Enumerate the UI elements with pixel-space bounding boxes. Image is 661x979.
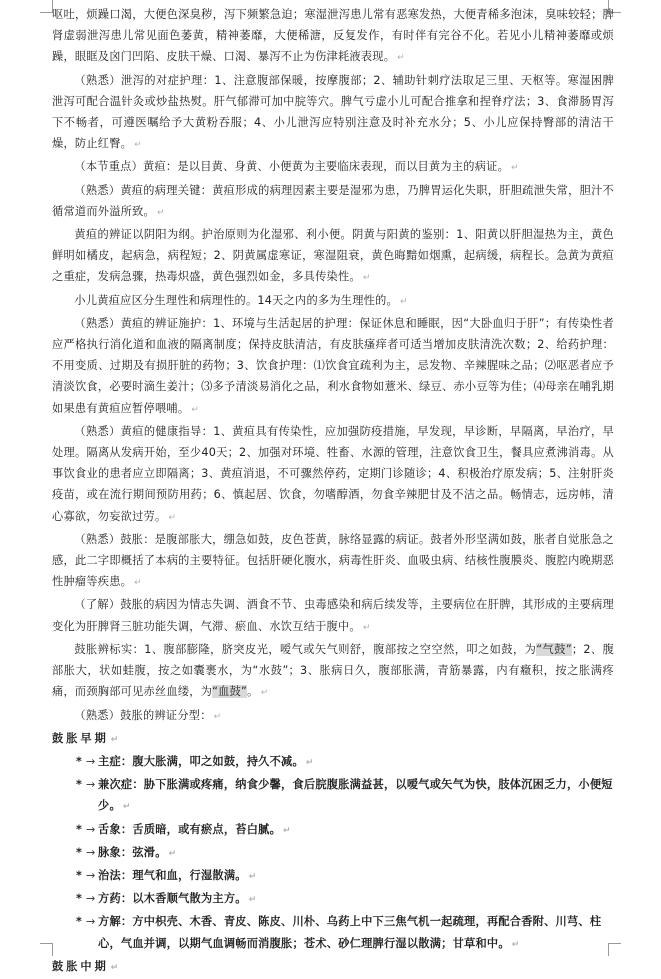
paragraph: （熟悉）黄疸的辨证施护：1、环境与生活起居的护理：保证休息和睡眠，因“大卧血归于肝”；有传染性者应严格执行消化道和血液的隔离制度；保持皮肤清洁，有皮肤瘙痒者可适当增加皮肤清洗次数；2、给药护理：不用变质、过期及有损肝脏的药物；3、饮食护理：⑴饮食宜疏利为主，忌发物、辛辣腥味之品；⑵呕恶者应予清淡饮食，必要时滴生姜汁；⑶多予清淡易消化之品，利水食物如薏米、绿豆、赤小豆等为佳；⑷母亲在哺乳期如果患有黄疸应暂停喂哺。 ↵ — [52, 316, 614, 415]
paragraph: （了解）鼓胀的病因为情志失调、酒食不节、虫毒感染和病后续发等，主要病位在肝脾，其形成的主要病理变化为肝脾肾三脏功能失调，气滞、瘀血、水饮互结于腹中。 ↵ — [52, 598, 614, 633]
highlighted-term: “血鼓” — [212, 685, 248, 699]
list-item: * → 治法：理气和血，行湿散满。 ↵ — [76, 868, 257, 882]
list-item: * → 主症：腹大胀满，叩之如鼓，持久不减。 ↵ — [76, 754, 314, 768]
paragraph: （熟悉）黄疸的健康指导：1、黄疸具有传染性，应加强防疫措施，早发现，早诊断，早隔离，早治疗，早处理。隔离从发病开始，至少40天；2、加强对环境、牲畜、水源的管理，注意饮食卫生，餐具应煮沸消毒。从事饮食业的患者应立即隔离；3、黄疸消退，不可骤然停药，定期门诊随诊；4、积极治疗原发病；5、注射肝炎疫苗，或在流行期间预防用药；6、慎起居、饮食，勿嗜醇酒，勿食辛辣肥甘及不洁之品。畅情志，远房帏，清心寡欲，勿妄欲过劳。 ↵ — [52, 424, 614, 523]
paragraph: 呕吐，烦躁口渴，大便色深臭秽，泻下频繁急迫；寒湿泄泻患儿常有恶寒发热，大便青稀多泡沫，臭味较轻；脾肾虚弱泄泻患儿常见面色萎黄，精神萎靡，大便稀溏，反复发作，有时伴有完谷不化。若见小儿精神萎靡或烦躁，眼眶及囟门凹陷、皮肤干燥、口渴、暴泻不止为伤津耗液表现。 ↵ — [52, 8, 614, 64]
list-item: * → 方药：以木香顺气散为主方。 ↵ — [76, 892, 257, 906]
paragraph: （熟悉）鼓胀：是腹部胀大，绷急如鼓，皮色苍黄，脉络显露的病证。鼓者外形坚满如鼓，胀者自觉胀急之感，此二字即概括了本病的主要特征。包括肝硬化腹水，病毒性肝炎、血吸虫病、结核性腹膜炎、腹腔内晚期恶性肿瘤等疾患。 ↵ — [52, 532, 614, 589]
list-item: * → 兼次症：胁下胀满或疼痛，纳食少馨，食后脘腹胀满益甚，以嗳气或矢气为快，肢体沉困乏力，小便短少。 ↵ — [76, 778, 613, 813]
paragraph: 黄疸的辨证以阴阳为纲。护治原则为化湿邪、利小便。阴黄与阳黄的鉴别：1、阳黄以肝胆湿热为主，黄色鲜明如橘皮，起病急，病程短；2、阴黄属虚寒证，寒湿阻衰，黄色晦黯如烟熏，起病缓，病程长。急黄为黄疸之重症，发病急骤，热毒炽盛，黄色强烈如金，多具传染性。 ↵ — [52, 228, 614, 284]
paragraph: （熟悉）黄疸的病理关键：黄疸形成的病理因素主要是湿邪为患，乃脾胃运化失职，肝胆疏泄失常，胆汁不循常道而外溢所致。 ↵ — [52, 183, 614, 218]
section-heading-early: 鼓胀早期 ↵ — [52, 731, 119, 745]
quoted-term: “水鼓” — [252, 664, 289, 678]
differentiation-paragraph: 鼓胀辨标实：1、腹部膨隆，脐突皮光，嗳气或矢气则舒，腹部按之空空然，叩之如鼓，为“气鼓”；2、腹部胀大，状如蛙腹，按之如囊裹水，为“水鼓”；3、胀病日久，腹部胀满，青筋暴露，内有癥积，按之胀满疼痛，而颈胸部可见赤丝血缕，为“血鼓”。 ↵ — [52, 642, 615, 699]
highlighted-term: “气鼓” — [536, 642, 572, 656]
paragraph: （熟悉）泄泻的对症护理：1、注意腹部保暖，按摩腹部；2、辅助针刺疗法取足三里、天枢等。寒湿困脾泄泻可配合温针灸或炒盐热熨。肝气郁滞可加中脘等穴。脾气亏虚小儿可配合推拿和捏脊疗法；3、食滞肠胃泻下不畅者，可遵医嘱给予大黄粉吞服；4、小儿泄泻应特别注意及时补充水分；5、小儿应保持臀部的清洁干燥，防止红臀。 ↵ — [52, 73, 614, 151]
section-heading-middle: 鼓胀中期 ↵ — [52, 959, 119, 973]
paragraph: （本节重点）黄疸：是以目黄、身黄、小便黄为主要临床表现，而以目黄为主的病证。 ↵ — [74, 160, 519, 174]
list-item: * → 脉象：弦滑。 ↵ — [76, 845, 177, 859]
subtitle: （熟悉）鼓胀的辨证分型： ↵ — [74, 708, 222, 722]
paragraph: 小儿黄疸应区分生理性和病理性的。14天之内的多为生理性的。 ↵ — [74, 293, 408, 307]
list-item: * → 方解：方中枳壳、木香、青皮、陈皮、川朴、乌药上中下三焦气机一起疏理，再配合香附、川芎、柱心，气血并调，以期气血调畅而消腹胀；苍术、砂仁理脾行湿以散满；甘草和中。 ↵ — [76, 915, 602, 950]
list-item: * → 舌象：舌质暗，或有瘀点，苔白腻。 ↵ — [76, 822, 291, 836]
document-body[interactable] — [52, 4, 614, 979]
